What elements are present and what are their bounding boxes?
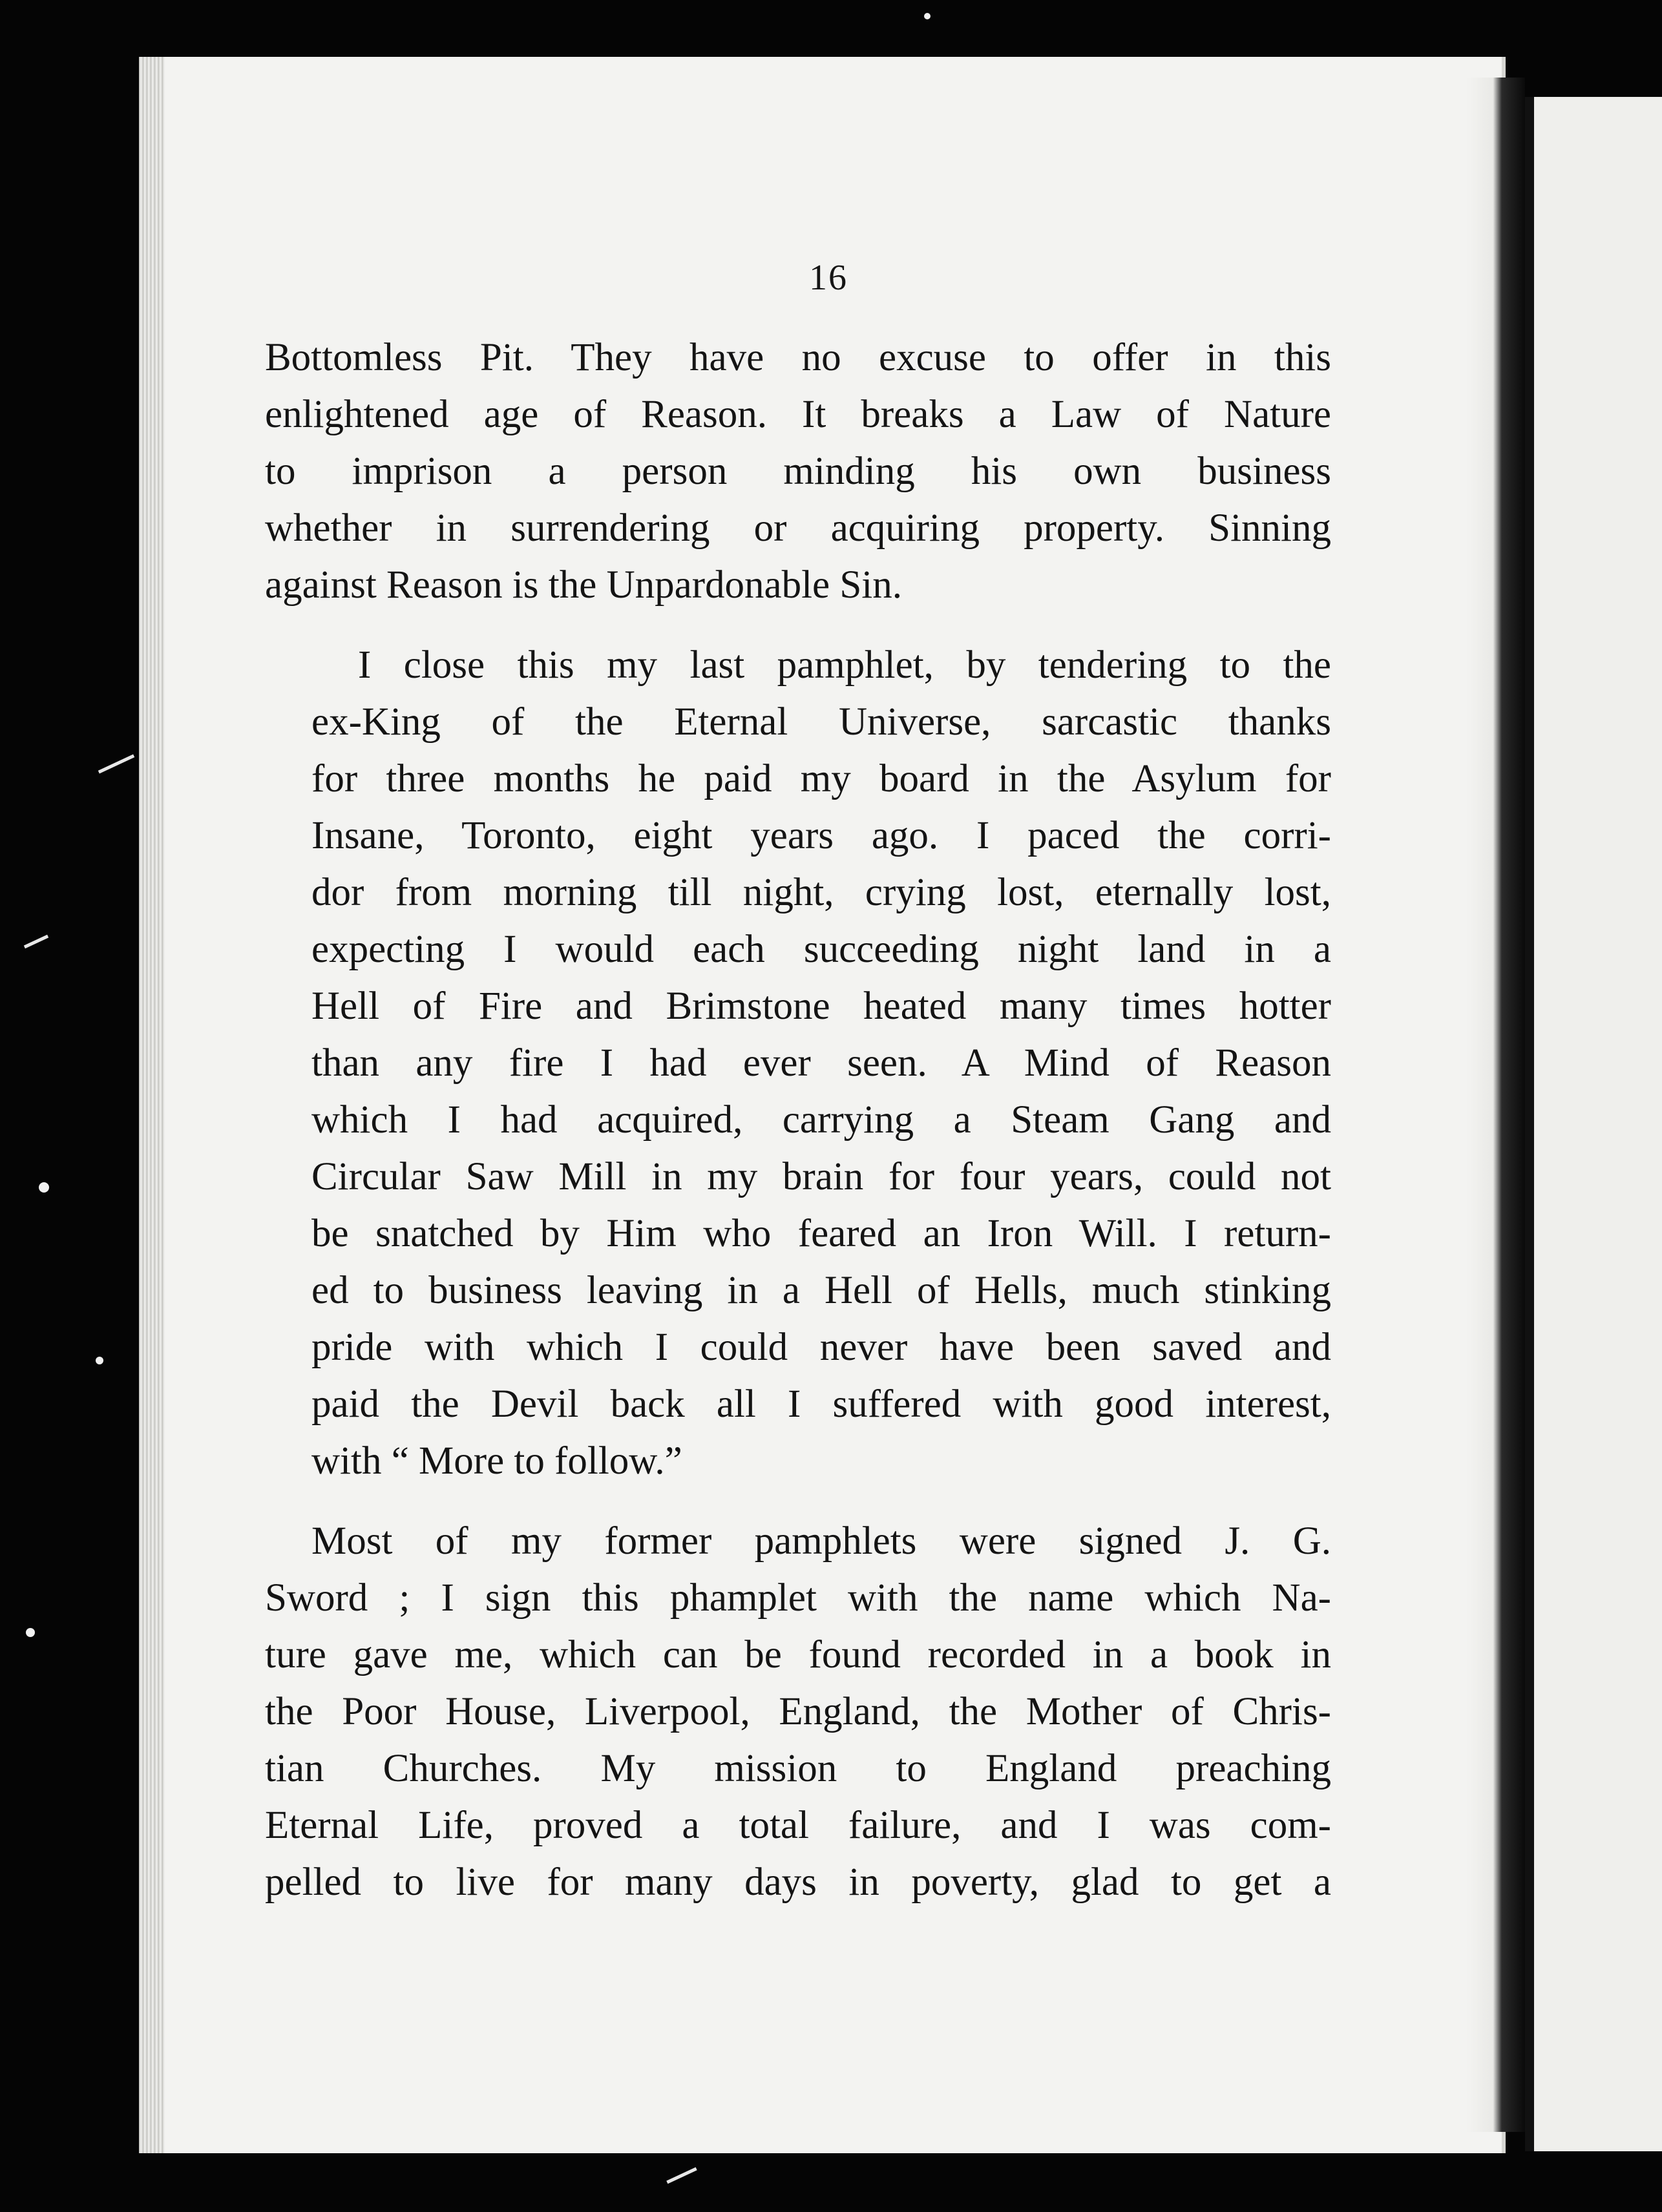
paragraph bbox=[265, 1513, 1331, 1911]
page-stack-edges bbox=[139, 57, 165, 2153]
text-line: Bottomless Pit. They have no excuse to offer in this bbox=[265, 336, 1331, 379]
text-line: ex-King of the Eternal Universe, sarcastic thanks bbox=[311, 700, 1331, 744]
text-line: the Poor House, Liverpool, England, the Mother of Chris- bbox=[265, 1690, 1331, 1733]
text-line: than any fire I had ever seen. A Mind of Reason bbox=[311, 1041, 1331, 1085]
text-line: which I had acquired, carrying a Steam Gang and bbox=[311, 1098, 1331, 1142]
scan-speck bbox=[96, 1357, 103, 1364]
facing-page-edge bbox=[1525, 97, 1662, 2151]
page-number: 16 bbox=[809, 258, 848, 298]
text-line: against Reason is the Unpardonable Sin. bbox=[265, 563, 902, 607]
text-line: Circular Saw Mill in my brain for four years, could not bbox=[311, 1155, 1331, 1198]
page-gutter-shadow bbox=[1467, 78, 1525, 2132]
text-line: to imprison a person minding his own business bbox=[265, 450, 1331, 493]
paragraph bbox=[265, 329, 1331, 614]
text-line: with “ More to follow.” bbox=[311, 1439, 682, 1483]
text-line: pelled to live for many days in poverty, glad to get a bbox=[265, 1861, 1331, 1904]
text-line: tian Churches. My mission to England preaching bbox=[265, 1747, 1331, 1790]
text-line: ture gave me, which can be found recorded in a book in bbox=[265, 1633, 1331, 1676]
text-line: pride with which I could never have been saved and bbox=[311, 1326, 1331, 1369]
text-line: be snatched by Him who feared an Iron Will. I return- bbox=[311, 1212, 1331, 1255]
text-line: ed to business leaving in a Hell of Hells, much stinking bbox=[311, 1269, 1331, 1312]
scan-speck bbox=[26, 1628, 35, 1637]
text-line: dor from morning till night, crying lost, eternally lost, bbox=[311, 871, 1331, 914]
text-line: whether in surrendering or acquiring property. Sinning bbox=[265, 506, 1331, 550]
text-line: I close this my last pamphlet, by tendering to the bbox=[358, 643, 1331, 687]
text-line: Most of my former pamphlets were signed J. G. bbox=[311, 1519, 1331, 1563]
scan-speck bbox=[39, 1182, 49, 1193]
text-line: Insane, Toronto, eight years ago. I paced the corri- bbox=[311, 814, 1331, 857]
text-line: Hell of Fire and Brimstone heated many times hotter bbox=[311, 985, 1331, 1028]
paragraph bbox=[265, 637, 1331, 1490]
body-text bbox=[265, 329, 1331, 1911]
text-line: enlightened age of Reason. It breaks a Law of Nature bbox=[265, 393, 1331, 436]
scan-speck bbox=[924, 13, 931, 19]
text-line: Sword ; I sign this phamplet with the name which Na- bbox=[265, 1576, 1331, 1620]
text-line: expecting I would each succeeding night land in a bbox=[311, 928, 1331, 971]
text-line: for three months he paid my board in the Asylum for bbox=[311, 757, 1331, 800]
text-line: Eternal Life, proved a total failure, and I was com- bbox=[265, 1804, 1331, 1847]
text-line: paid the Devil back all I suffered with good interest, bbox=[311, 1382, 1331, 1426]
